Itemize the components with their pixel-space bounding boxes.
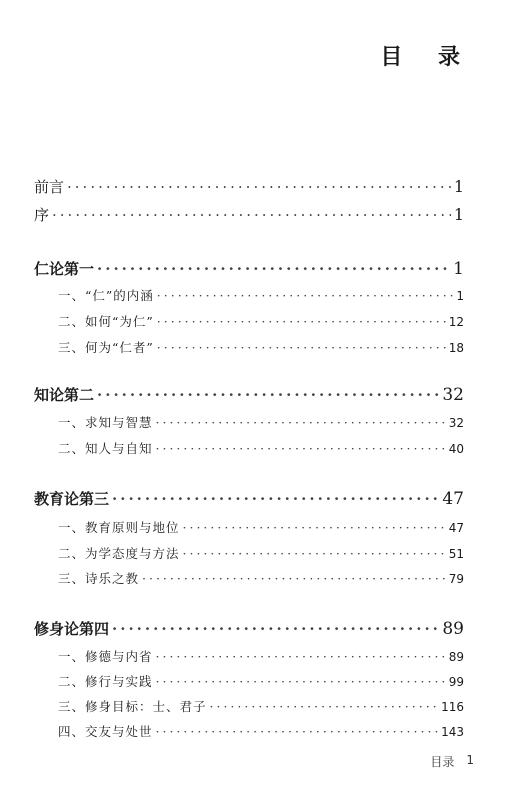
toc-section-page: 40	[448, 442, 464, 456]
dot-leader	[97, 386, 439, 404]
toc-section-page: 143	[441, 725, 464, 739]
toc-entry-page: 1	[453, 205, 464, 224]
toc-section-label: 一、教育原则与地位	[58, 520, 180, 535]
toc-section[interactable]	[34, 722, 464, 740]
dot-leader	[156, 441, 446, 456]
dot-leader	[210, 699, 439, 714]
toc-entry-preface[interactable]	[34, 176, 464, 197]
toc-section[interactable]	[34, 697, 464, 715]
toc-section[interactable]	[34, 544, 464, 562]
toc-section[interactable]	[34, 338, 464, 356]
dot-leader	[112, 620, 439, 638]
toc-section[interactable]	[34, 413, 464, 431]
toc-chapter-label: 仁论第一	[34, 260, 95, 278]
dot-leader	[156, 724, 439, 739]
dot-leader	[142, 571, 446, 586]
toc-chapter[interactable]	[34, 618, 464, 639]
page-title: 目 录	[380, 44, 474, 70]
toc-section-page: 79	[448, 572, 464, 586]
toc-section-label: 一、求知与智慧	[58, 415, 153, 430]
toc-chapter-page: 47	[442, 489, 464, 509]
toc-section-page: 32	[448, 416, 464, 430]
toc-section-label: 三、修身目标：士、君子	[58, 699, 207, 714]
toc-chapter-label: 知论第二	[34, 386, 95, 404]
toc-section[interactable]	[34, 647, 464, 665]
toc-section-page: 1	[456, 289, 464, 303]
toc-section[interactable]	[34, 672, 464, 690]
toc-section-label: 二、知人与自知	[58, 441, 153, 456]
toc-section-page: 51	[448, 547, 464, 561]
toc-section-page: 47	[448, 521, 464, 535]
dot-leader	[97, 260, 450, 278]
dot-leader	[67, 178, 451, 196]
toc-section[interactable]	[34, 569, 464, 587]
toc-chapter-label: 修身论第四	[34, 620, 110, 638]
toc-section-page: 12	[448, 315, 464, 329]
toc-section-page: 99	[448, 675, 464, 689]
dot-leader	[156, 674, 446, 689]
dot-leader	[52, 206, 451, 224]
toc-section[interactable]	[34, 312, 464, 330]
toc-section[interactable]	[34, 518, 464, 536]
dot-leader	[157, 314, 446, 329]
toc-chapter-label: 教育论第三	[34, 490, 110, 508]
toc-chapter[interactable]	[34, 384, 464, 405]
dot-leader	[157, 340, 446, 355]
toc-section-label: 二、修行与实践	[58, 674, 153, 689]
toc-entry-page: 1	[453, 177, 464, 196]
toc-section-page: 116	[441, 700, 464, 714]
dot-leader	[112, 490, 439, 508]
toc-entry-foreword[interactable]	[34, 204, 464, 225]
toc-section[interactable]	[34, 439, 464, 457]
toc-section-label: 一、“仁”的内涵	[58, 288, 154, 303]
page-footer	[430, 753, 474, 770]
footer-label: 目录	[430, 755, 455, 769]
toc-section-label: 三、何为“仁者”	[58, 340, 154, 355]
toc-section-page: 18	[448, 341, 464, 355]
toc-section[interactable]	[34, 286, 464, 304]
toc-section-label: 四、交友与处世	[58, 724, 153, 739]
dot-leader	[156, 415, 446, 430]
toc-section-label: 二、如何“为仁”	[58, 314, 154, 329]
toc-chapter[interactable]	[34, 488, 464, 509]
toc-section-page: 89	[448, 650, 464, 664]
dot-leader	[183, 546, 446, 561]
toc-section-label: 一、修德与内省	[58, 649, 153, 664]
dot-leader	[183, 520, 446, 535]
footer-page-number: 1	[466, 753, 474, 767]
dot-leader	[157, 288, 454, 303]
toc-chapter[interactable]	[34, 258, 464, 279]
toc-entry-label: 前言	[34, 178, 65, 196]
dot-leader	[156, 649, 446, 664]
toc-chapter-page: 32	[442, 385, 464, 405]
toc-entry-label: 序	[34, 206, 50, 224]
toc-section-label: 二、为学态度与方法	[58, 546, 180, 561]
toc-section-label: 三、诗乐之教	[58, 571, 140, 586]
toc-chapter-page: 89	[442, 619, 464, 639]
toc-chapter-page: 1	[453, 259, 464, 279]
